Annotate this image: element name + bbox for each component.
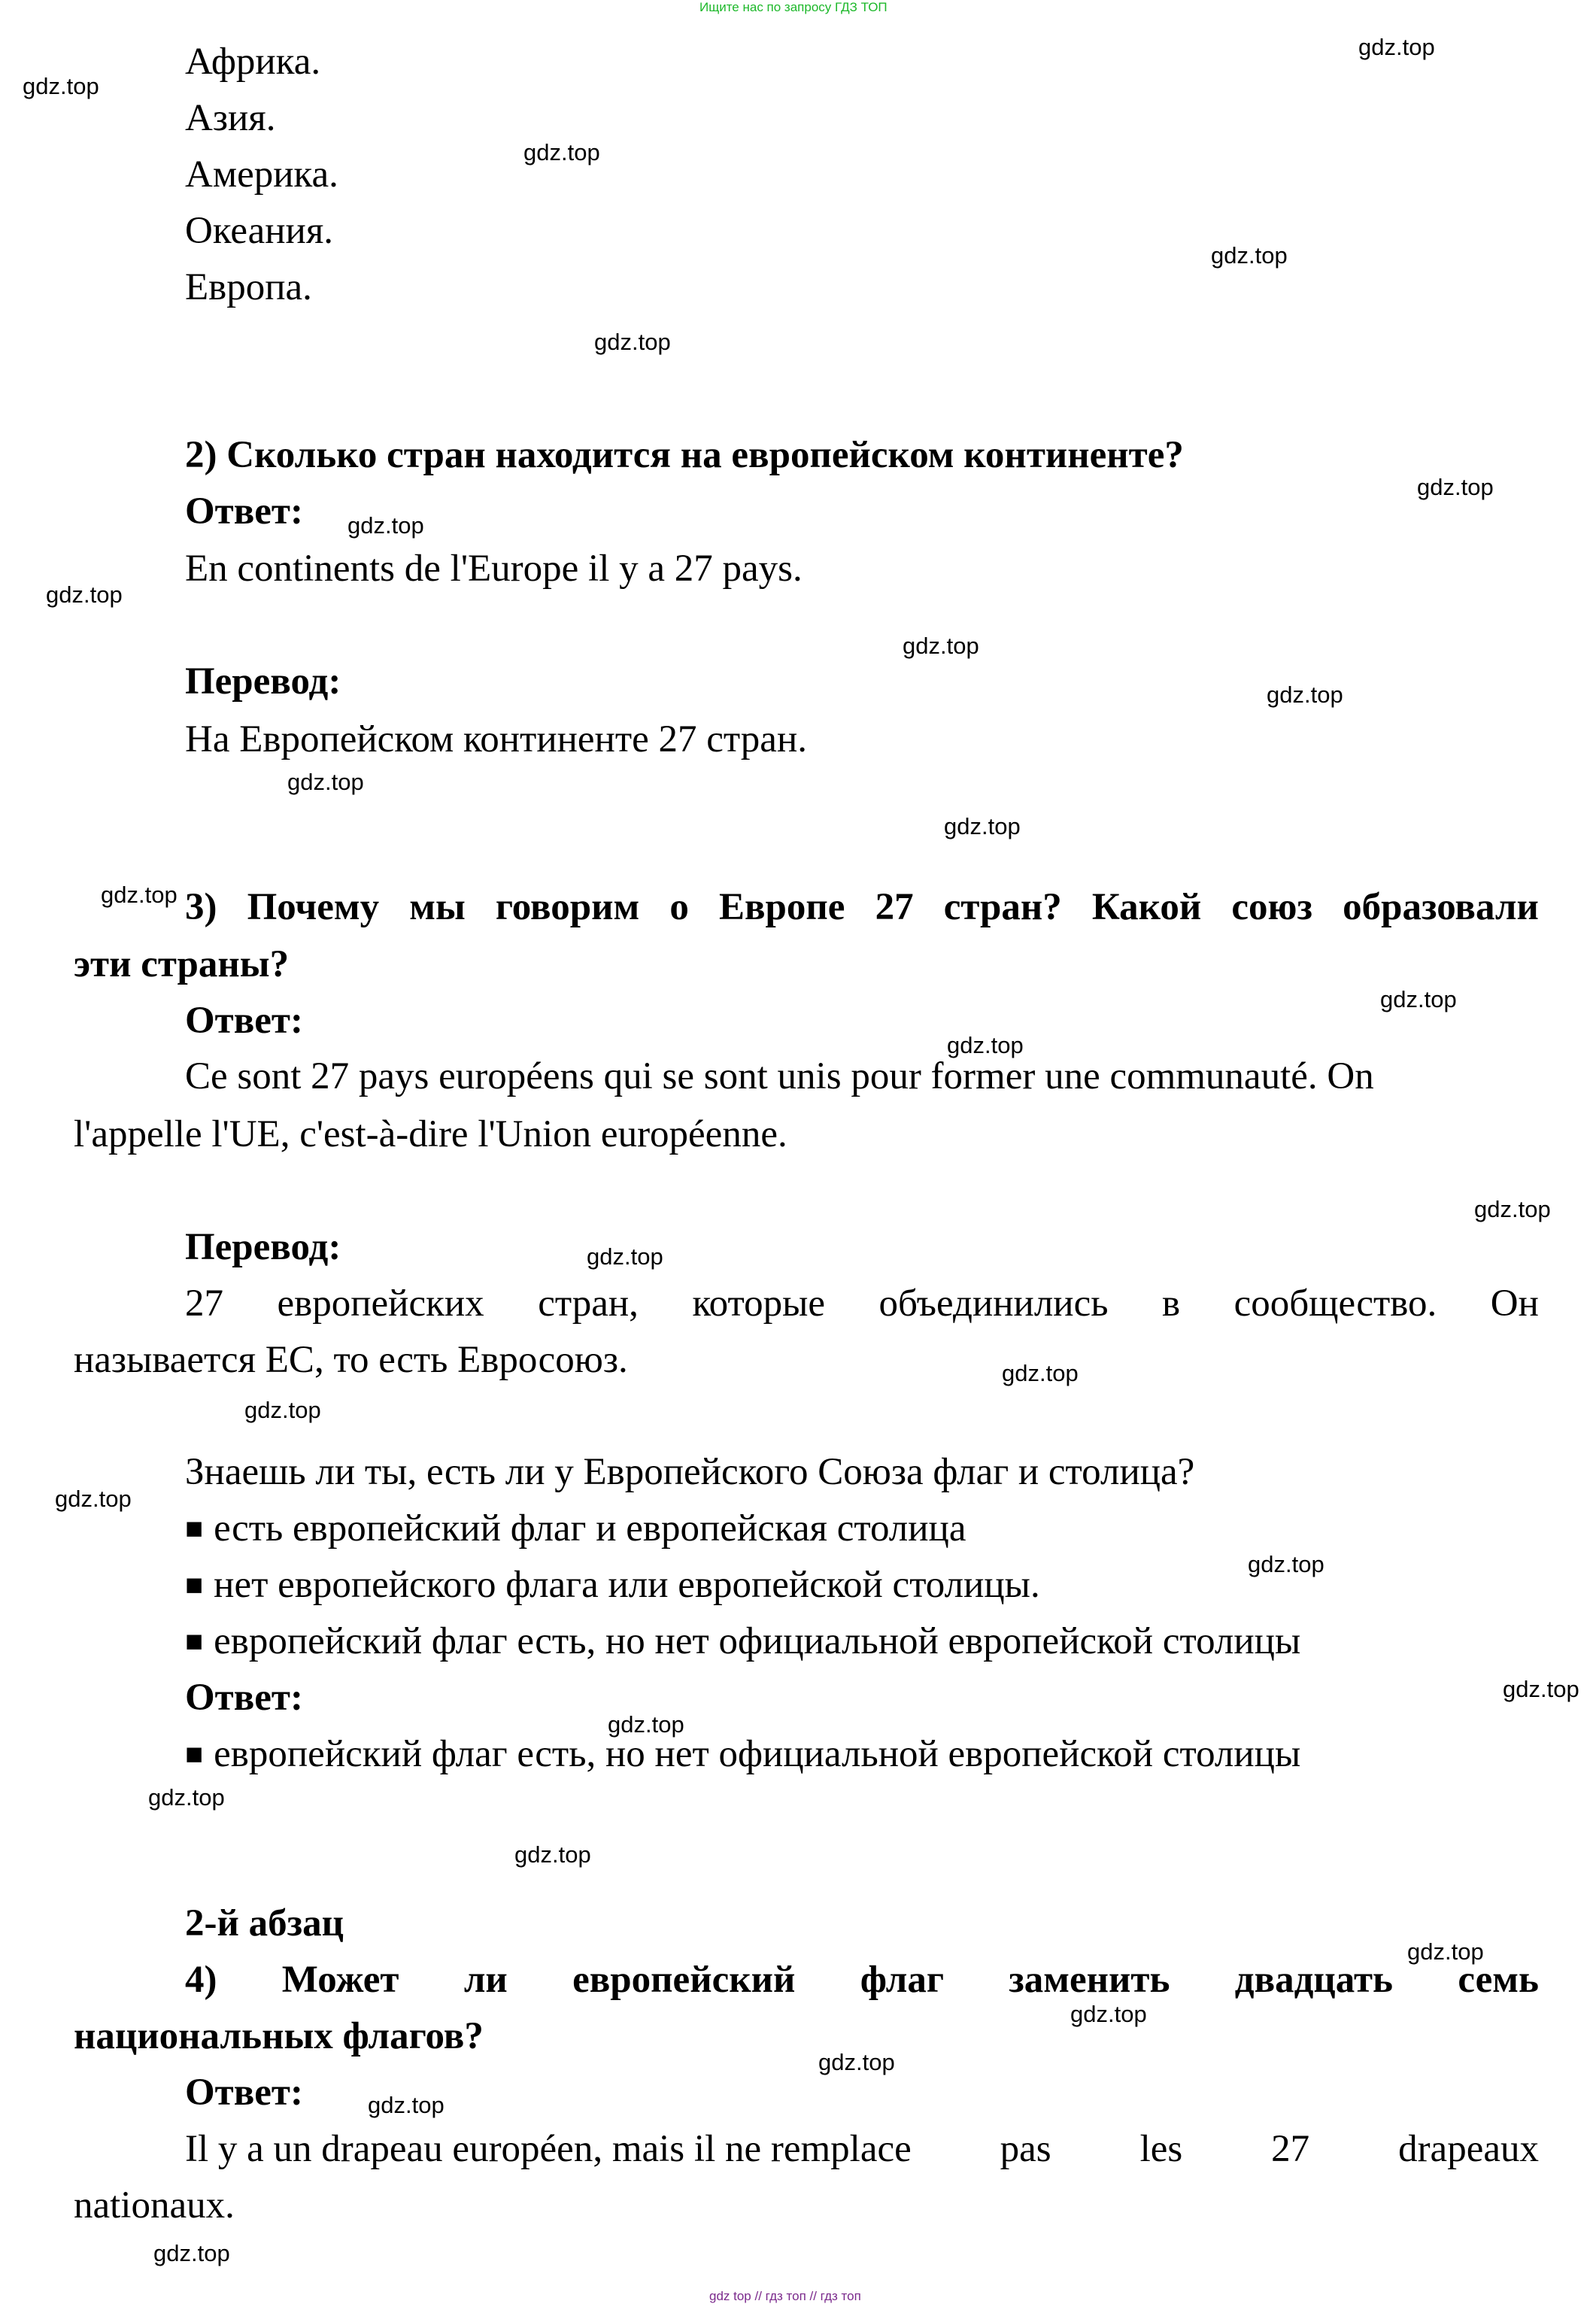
- q2-answer-label: Ответ:: [185, 490, 303, 533]
- quiz-answer: ■ европейский флаг есть, но нет официальной европейской столицы: [185, 1733, 1301, 1775]
- watermark: gdz.top: [594, 329, 671, 355]
- q2-translation: На Европейском континенте 27 стран.: [185, 718, 807, 760]
- watermark: gdz.top: [1211, 242, 1288, 269]
- watermark: gdz.top: [1070, 2001, 1147, 2027]
- continent-europe: Европа.: [185, 266, 312, 308]
- watermark: gdz.top: [1474, 1196, 1551, 1222]
- watermark: gdz.top: [944, 813, 1021, 839]
- watermark: gdz.top: [514, 1841, 591, 1868]
- q4-answer-line1: Il y a un drapeau européen, mais il ne remplace pas les 27 drapeaux: [185, 2128, 1539, 2170]
- q3-question-line1: 3) Почему мы говорим о Европе 27 стран? Какой союз образовали: [185, 886, 1539, 928]
- watermark: gdz.top: [587, 1243, 663, 1270]
- q3-question-line2: эти страны?: [74, 943, 290, 985]
- quiz-option-2: ■ нет европейского флага или европейской столицы.: [185, 1564, 1040, 1606]
- watermark: gdz.top: [23, 73, 99, 99]
- watermark: gdz.top: [1248, 1551, 1324, 1577]
- q3-answer-line2: l'appelle l'UE, c'est-à-dire l'Union européenne.: [74, 1113, 787, 1155]
- q3-answer-label: Ответ:: [185, 1000, 303, 1042]
- watermark: gdz.top: [46, 581, 123, 608]
- continent-america: Америка.: [185, 153, 338, 196]
- q4-answer-line2: nationaux.: [74, 2184, 235, 2226]
- watermark: gdz.top: [818, 2049, 895, 2075]
- watermark: gdz.top: [347, 512, 424, 539]
- q3-answer-line1: Ce sont 27 pays européens qui se sont unis pour former une communauté. On: [185, 1055, 1374, 1097]
- bullet-square-icon: ■: [185, 1624, 204, 1658]
- watermark: gdz.top: [903, 633, 979, 659]
- watermark: gdz.top: [523, 139, 600, 165]
- watermark: gdz.top: [148, 1784, 225, 1811]
- watermark: gdz.top: [1503, 1676, 1579, 1702]
- top-banner[interactable]: Ищите нас по запросу ГДЗ ТОП: [699, 0, 888, 14]
- watermark: gdz.top: [153, 2240, 230, 2266]
- watermark: gdz.top: [1358, 34, 1435, 60]
- continent-asia: Азия.: [185, 97, 276, 139]
- bullet-square-icon: ■: [185, 1511, 204, 1545]
- watermark: gdz.top: [947, 1032, 1024, 1058]
- q3-translation-line2: называется ЕС, то есть Евросоюз.: [74, 1339, 628, 1381]
- footer-links[interactable]: gdz top // гдз топ // гдз топ: [709, 2289, 861, 2303]
- q3-translation-line1: 27 европейских стран, которые объединились в сообщество. Он: [185, 1282, 1539, 1325]
- q4-question-line2: национальных флагов?: [74, 2015, 484, 2057]
- bullet-square-icon: ■: [185, 1737, 204, 1771]
- q2-answer: En continents de l'Europe il y a 27 pays.: [185, 548, 803, 590]
- watermark: gdz.top: [1417, 474, 1494, 500]
- watermark: gdz.top: [101, 882, 178, 908]
- watermark: gdz.top: [1407, 1938, 1484, 1965]
- q4-answer-label: Ответ:: [185, 2072, 303, 2114]
- watermark: gdz.top: [1267, 681, 1343, 708]
- watermark: gdz.top: [244, 1397, 321, 1423]
- watermark: gdz.top: [1380, 986, 1457, 1012]
- q2-translation-label: Перевод:: [185, 660, 341, 703]
- watermark: gdz.top: [368, 2092, 445, 2118]
- continent-africa: Африка.: [185, 41, 321, 83]
- quiz-option-1: ■ есть европейский флаг и европейская столица: [185, 1507, 966, 1550]
- watermark: gdz.top: [608, 1711, 684, 1738]
- quiz-option-3: ■ европейский флаг есть, но нет официальной европейской столицы: [185, 1620, 1301, 1662]
- quiz-answer-label: Ответ:: [185, 1677, 303, 1719]
- quiz-question: Знаешь ли ты, есть ли у Европейского Союза флаг и столица?: [185, 1451, 1195, 1493]
- watermark: gdz.top: [287, 769, 364, 795]
- q4-question-line1: 4) Может ли европейский флаг заменить двадцать семь: [185, 1959, 1539, 2001]
- continent-oceania: Океания.: [185, 210, 334, 252]
- watermark: gdz.top: [1002, 1360, 1079, 1386]
- bullet-square-icon: ■: [185, 1568, 204, 1601]
- q2-question: 2) Сколько стран находится на европейском континенте?: [185, 434, 1184, 476]
- paragraph2-heading: 2-й абзац: [185, 1902, 344, 1944]
- q3-translation-label: Перевод:: [185, 1226, 341, 1268]
- watermark: gdz.top: [55, 1486, 132, 1512]
